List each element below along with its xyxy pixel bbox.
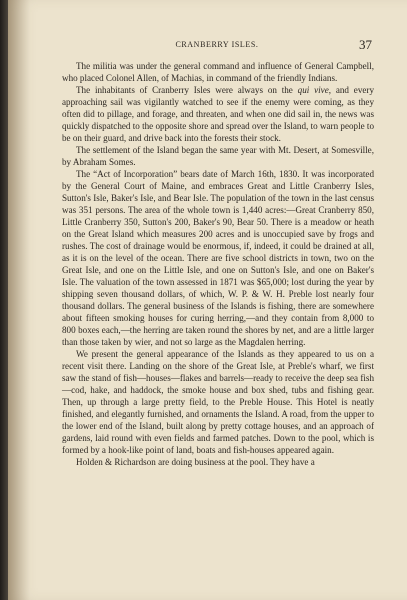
book-spine-edge	[0, 0, 8, 600]
paragraph-text: The “Act of Incorporation” bears date of March 16th, 1830. It was incorporated by the General Court of Maine, and embraces Great and Little Cranberry Isles, Sutton's Isle, Baker's Isle, and Bear Isle. The population of the town in the last census was 351 persons. The area of the whole town is 1,440 acres:—Great Cranberry 850, Little Cranberry 350, Sutton's 200, Baker's 90, Bear 50. There is a meadow or heath on the Great Island which measures 200 acres and is unoccupied save by frogs and rushes. The cost of drainage would be enormous, if, indeed, it could be drained at all, as it is on the level of the ocean. There are five school districts in town, two on the Great Isle, and one on the Little Isle, and one on Sutton's Isle, and one on Baker's Isle. The valuation of the town assessed in 1871 was $65,000; lost during the year by shipping seven thousand dollars, of which, W. P. & W. H. Preble lost nearly four thousand dollars. The general business of the Islands is fishing, there are somewhere about fifteen smoking houses for curing herring,—and they contain from 8,000 to 800 boxes each,—the herring are taken round the shores by net, and are a little larger than those taken by wier, and not so large as the Magdalen herring.	[62, 169, 374, 347]
page-number: 37	[359, 37, 372, 52]
paragraph-text: The inhabitants of Cranberry Isles were always on the	[76, 85, 298, 95]
paragraph	[62, 60, 374, 84]
paragraph-text-continued: , and every approaching sail was vigilantly watched to see if the enemy were coming, as they often did to pillage, and forage, and threaten, and when one did sail in, the news was quickly dispatched to the opposite shore and spread over the Island, to warn people to be on their guard, and drive back into the forests their stock.	[62, 85, 374, 143]
paragraph	[62, 348, 374, 456]
paragraph-text: The militia was under the general command and influence of General Campbell, who placed Colonel Allen, of Machias, in command of the friendly Indians.	[62, 61, 374, 83]
paragraph-text: We present the general appearance of the Islands as they appeared to us on a recent visit there. Landing on the shore of the Great Isle, at Preble's wharf, we first saw the stand of fish—houses—flakes and barrels—ready to receive the deep sea fish—cod, hake, and haddock, the smoke house and box shed, tubs and fishing gear. Then, up through a large pretty field, to the Preble House. This Hotel is neatly finished, and elegantly furnished, and ornaments the Island. A road, from the upper to the lower end of the Island, built along by pretty cottage houses, and an approach of gardens, laid round with even fields and farmed patches. Down to the pool, which is formed by a hook-like point of land, boats and fish-houses appeared again.	[62, 349, 374, 455]
paragraph	[62, 144, 374, 168]
paragraph	[62, 168, 374, 348]
paragraph	[62, 84, 374, 144]
paragraph-text: The settlement of the Island began the same year with Mt. Desert, at Somesville, by Abraham Somes.	[62, 145, 374, 167]
paragraph-text: Holden & Richardson are doing business at the pool. They have a	[76, 457, 315, 467]
italic-phrase: qui vive	[297, 85, 329, 95]
paragraph	[62, 456, 374, 468]
body-text	[62, 60, 374, 468]
page-gutter-shadow	[8, 0, 30, 600]
running-head: CRANBERRY ISLES.	[175, 40, 259, 49]
page-header	[62, 37, 372, 54]
